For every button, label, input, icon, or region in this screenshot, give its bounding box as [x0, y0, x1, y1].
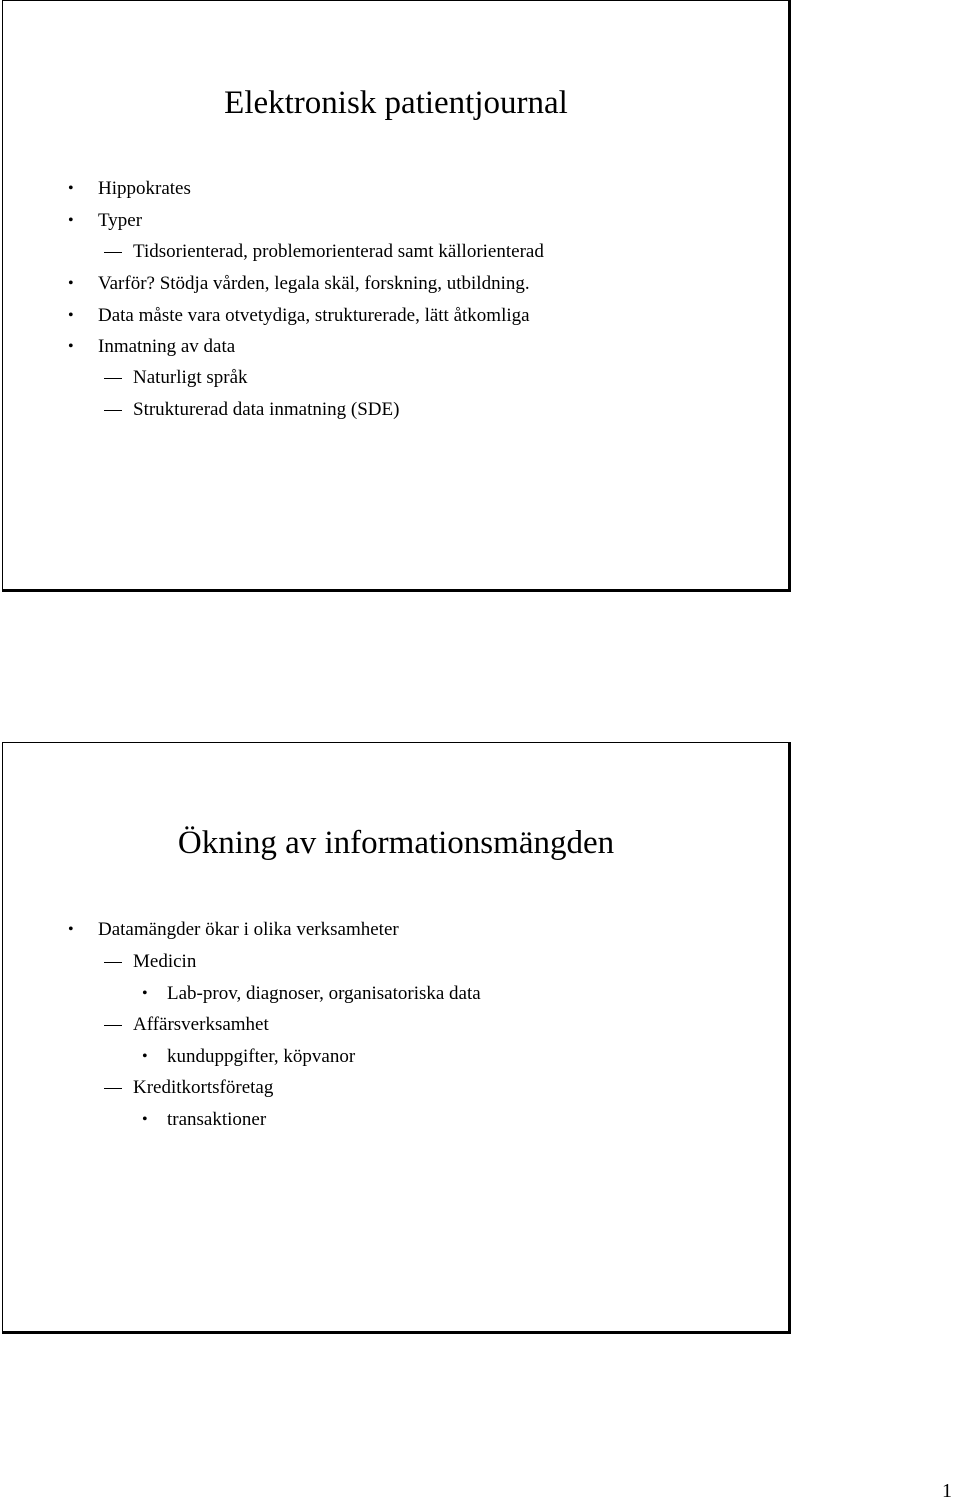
dash-icon	[104, 1088, 122, 1089]
slide-2-title: Ökning av informationsmängden	[177, 825, 615, 861]
bullet-icon: •	[142, 1111, 148, 1128]
slide-1-item-3: Tidsorienterad, problemorienterad samt källorienterad	[133, 241, 544, 262]
bullet-icon: •	[142, 1048, 148, 1065]
slide-2-item-3: Lab-prov, diagnoser, organisatoriska data	[167, 983, 481, 1004]
slide-1-item-8: Strukturerad data inmatning (SDE)	[133, 399, 400, 420]
slide-2-item-5: kunduppgifter, köpvanor	[167, 1046, 356, 1067]
bullet-icon: •	[68, 212, 74, 229]
slide-1-item-5: Data måste vara otvetydiga, strukturerade, lätt åtkomliga	[98, 305, 530, 326]
slide-2-item-6: Kreditkortsföretag	[133, 1077, 274, 1098]
slide-2-item-7: transaktioner	[167, 1109, 267, 1130]
dash-icon	[104, 962, 122, 963]
bullet-icon: •	[68, 338, 74, 355]
bullet-icon: •	[142, 985, 148, 1002]
bullet-icon: •	[68, 275, 74, 292]
slide-2-item-2: Medicin	[133, 951, 197, 972]
bullet-icon: •	[68, 180, 74, 197]
slide-1-item-7: Naturligt språk	[133, 367, 248, 388]
slide-1-item-2: Typer	[98, 210, 143, 231]
dash-icon	[104, 252, 122, 253]
slide-1-item-1: Hippokrates	[98, 178, 191, 199]
dash-icon	[104, 1025, 122, 1026]
bullet-icon: •	[68, 921, 74, 938]
slide-2-item-1: Datamängder ökar i olika verksamheter	[98, 919, 399, 940]
page-number: 1	[942, 1480, 952, 1502]
slide-1-title: Elektronisk patientjournal	[224, 85, 568, 121]
slide-1-item-6: Inmatning av data	[98, 336, 236, 357]
slide-1-item-4: Varför? Stödja vården, legala skäl, forskning, utbildning.	[98, 273, 530, 294]
slide-2-item-4: Affärsverksamhet	[133, 1014, 269, 1035]
dash-icon	[104, 410, 122, 411]
dash-icon	[104, 378, 122, 379]
bullet-icon: •	[68, 307, 74, 324]
